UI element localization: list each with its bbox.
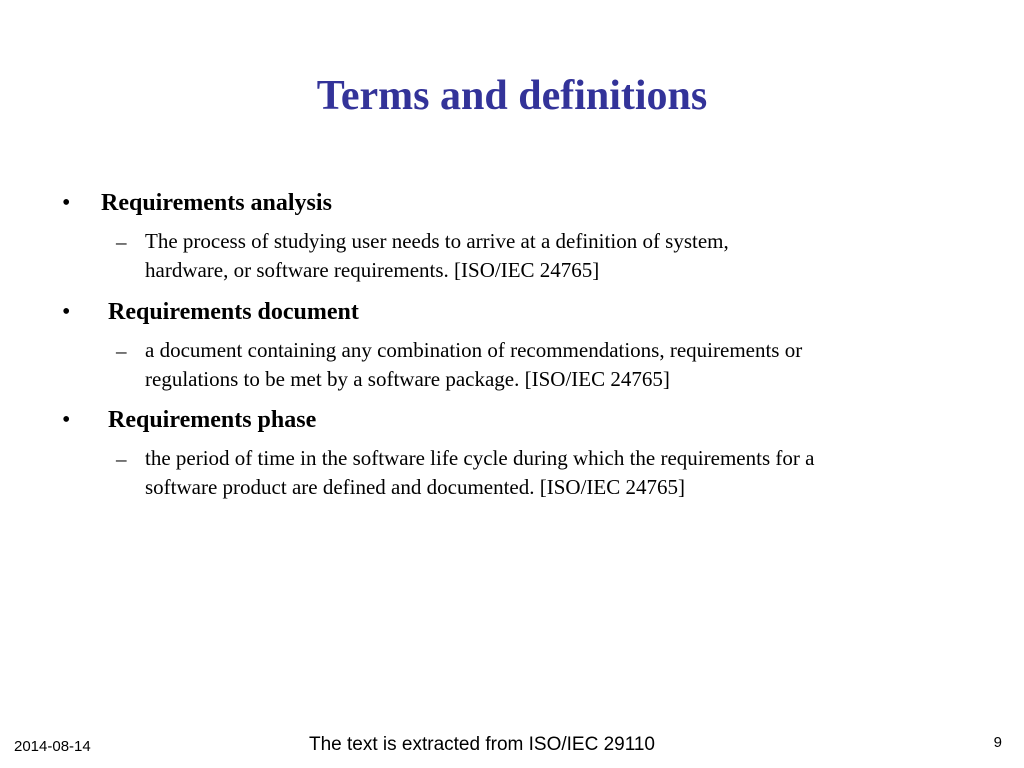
definition-requirements-phase xyxy=(145,444,985,502)
slide-page-number: 9 xyxy=(993,734,1002,751)
bullet-marker: • xyxy=(62,407,71,433)
definition-requirements-analysis xyxy=(145,227,985,285)
footer-date: 2014-08-14 xyxy=(14,738,91,755)
term-requirements-document: Requirements document xyxy=(108,299,359,325)
footer-source-note: The text is extracted from ISO/IEC 29110 xyxy=(308,734,656,755)
slide-title: Terms and definitions xyxy=(316,73,708,119)
bullet-marker: • xyxy=(62,190,71,216)
definition-line: the period of time in the software life cycle during which the requirements for a xyxy=(145,446,815,470)
definition-line: regulations to be met by a software package. [ISO/IEC 24765] xyxy=(145,367,670,391)
dash-marker: – xyxy=(116,230,127,254)
term-requirements-phase: Requirements phase xyxy=(108,407,317,433)
definition-line: a document containing any combination of recommendations, requirements or xyxy=(145,338,803,362)
dash-marker: – xyxy=(116,339,127,363)
term-requirements-analysis: Requirements analysis xyxy=(101,190,332,216)
definition-requirements-document xyxy=(145,336,985,394)
definition-line: hardware, or software requirements. [ISO/IEC 24765] xyxy=(145,258,600,282)
definition-line: software product are defined and documented. [ISO/IEC 24765] xyxy=(145,475,685,499)
dash-marker: – xyxy=(116,447,127,471)
definition-line: The process of studying user needs to arrive at a definition of system, xyxy=(145,229,729,253)
bullet-marker: • xyxy=(62,299,71,325)
